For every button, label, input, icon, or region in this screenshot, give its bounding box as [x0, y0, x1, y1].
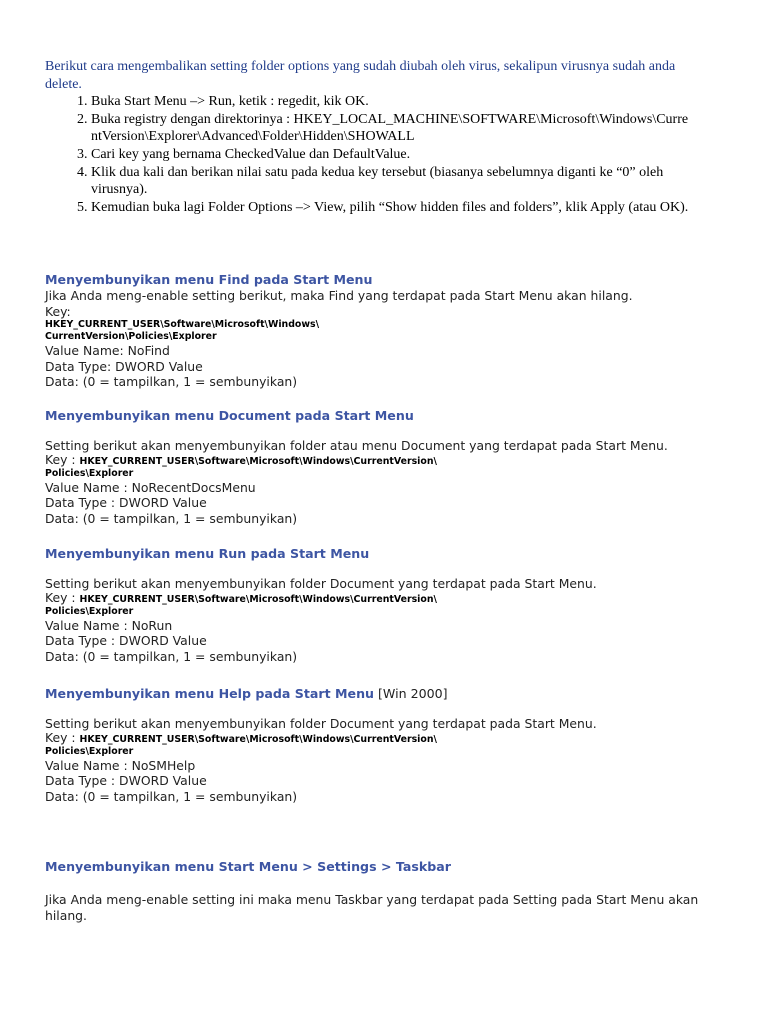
section-run: [45, 546, 735, 664]
registry-key-text: HKEY_CURRENT_USER\Software\Microsoft\Windows\CurrentVersion\: [79, 733, 437, 745]
section-document: [45, 408, 735, 526]
data-type: Data Type: DWORD Value: [45, 358, 203, 374]
value-name: Value Name : NoSMHelp: [45, 757, 196, 773]
section-description: Setting berikut akan menyembunyikan folder atau menu Document yang terdapat pada Start Menu.: [45, 438, 668, 453]
section-heading: Menyembunyikan menu Run pada Start Menu: [45, 546, 370, 561]
registry-key-line1: HKEY_CURRENT_USER\Software\Microsoft\Windows\: [45, 319, 320, 331]
section-description: Jika Anda meng-enable setting berikut, maka Find yang terdapat pada Start Menu akan hilang.: [45, 288, 633, 303]
section-heading-text: Menyembunyikan menu Help pada Start Menu: [45, 686, 375, 701]
step-item: [91, 111, 695, 146]
intro-block: [45, 58, 695, 216]
section-description: Jika Anda meng-enable setting ini maka menu Taskbar yang terdapat pada Setting pada Start Menu akan hilang.: [45, 892, 699, 923]
key-label: Key :: [45, 589, 80, 605]
value-name: Value Name : NoRun: [45, 617, 173, 633]
registry-key-line2: Policies\Explorer: [45, 605, 134, 617]
value-name: Value Name: NoFind: [45, 343, 170, 359]
section-description: Setting berikut akan menyembunyikan folder Document yang terdapat pada Start Menu.: [45, 576, 597, 591]
data-type: Data Type : DWORD Value: [45, 773, 207, 789]
registry-key-line1: [45, 451, 735, 468]
section-heading: [45, 686, 735, 702]
key-label: Key:: [45, 303, 71, 319]
steps-list: [45, 93, 695, 216]
key-label: Key :: [45, 451, 80, 467]
step-item: 1. Buka Start Menu –> Run, ketik : regedit, kik OK.: [91, 93, 695, 111]
registry-key-line2: CurrentVersion\Policies\Explorer: [45, 331, 217, 343]
section-description: Setting berikut akan menyembunyikan folder Document yang terdapat pada Start Menu.: [45, 716, 597, 731]
heading-suffix: [Win 2000]: [374, 686, 448, 701]
registry-key-text: HKEY_CURRENT_USER\Software\Microsoft\Windows\CurrentVersion\: [79, 593, 437, 605]
data-type: Data Type : DWORD Value: [45, 633, 207, 649]
data-type: Data Type : DWORD Value: [45, 495, 207, 511]
data-values: Data: (0 = tampilkan, 1 = sembunyikan): [45, 788, 298, 804]
data-values: Data: (0 = tampilkan, 1 = sembunyikan): [45, 648, 298, 664]
section-taskbar: [45, 859, 735, 923]
data-values: Data: (0 = tampilkan, 1 = sembunyikan): [45, 510, 298, 526]
key-label: Key :: [45, 729, 80, 745]
registry-key-line1: [45, 589, 735, 606]
section-find: [45, 272, 735, 390]
registry-key-line1: [45, 729, 735, 746]
step-item: 5. Kemudian buka lagi Folder Options –> View, pilih “Show hidden files and folders”, klik Apply (atau OK).: [91, 199, 695, 217]
section-heading: Menyembunyikan menu Document pada Start Menu: [45, 408, 414, 423]
section-heading: Menyembunyikan menu Start Menu > Settings > Taskbar: [45, 859, 451, 874]
intro-text: Berikut cara mengembalikan setting folder options yang sudah diubah oleh virus, sekalipun virusnya sudah anda delete.: [45, 59, 676, 92]
step-text: Buka registry dengan direktorinya : HKEY_LOCAL_MACHINE\SOFTWARE\Microsoft\Windows\CurrentVersion\Explorer\Advanced\Folder\Hidden\SHOWALL: [91, 111, 689, 145]
step-item: 3. Cari key yang bernama CheckedValue dan DefaultValue.: [91, 146, 695, 164]
section-help: [45, 686, 735, 804]
registry-key-line2: Policies\Explorer: [45, 467, 134, 479]
registry-key-line2: Policies\Explorer: [45, 745, 134, 757]
section-heading: Menyembunyikan menu Find pada Start Menu: [45, 272, 373, 287]
step-item: 4. Klik dua kali dan berikan nilai satu pada kedua key tersebut (biasanya sebelumnya diganti ke “0” oleh virusnya).: [91, 164, 695, 199]
value-name: Value Name : NoRecentDocsMenu: [45, 479, 256, 495]
registry-key-text: HKEY_CURRENT_USER\Software\Microsoft\Windows\CurrentVersion\: [79, 455, 437, 467]
data-values: Data: (0 = tampilkan, 1 = sembunyikan): [45, 374, 298, 390]
